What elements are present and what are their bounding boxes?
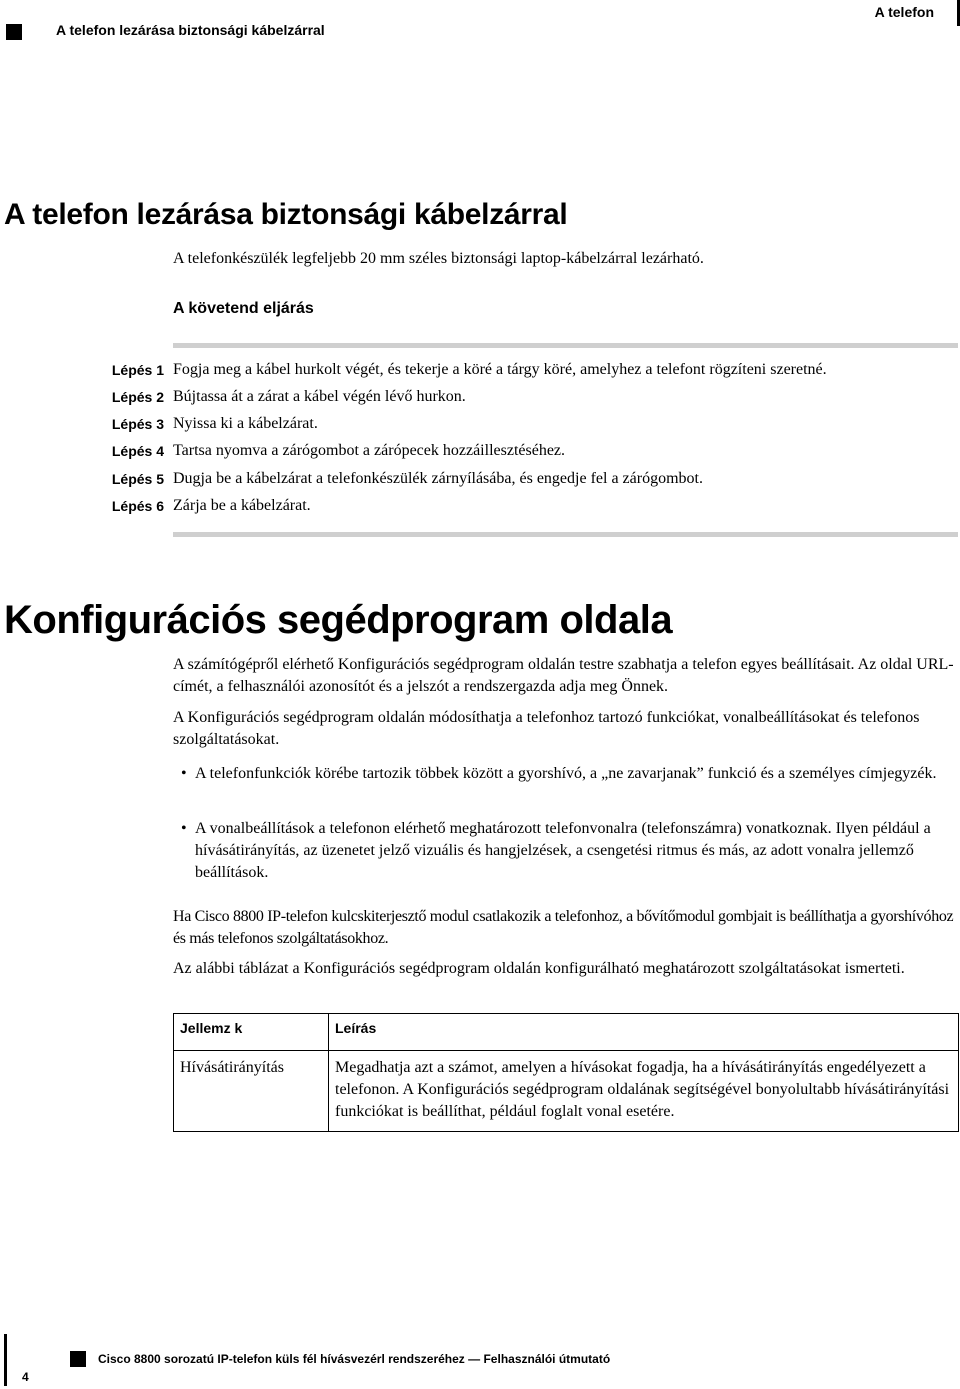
procedure-heading: A követend eljárás	[173, 300, 314, 317]
running-header-section: A telefon lezárása biztonsági kábelzárral	[56, 22, 325, 38]
step-label: Lépés 3	[111, 416, 164, 432]
step-label: Lépés 5	[111, 471, 164, 487]
header-marker	[6, 24, 22, 40]
step-label: Lépés 6	[111, 498, 164, 514]
footer-rule	[4, 1334, 7, 1386]
section-title-config-utility: Konfigurációs segédprogram oldala	[4, 598, 673, 642]
footer-marker	[70, 1351, 86, 1367]
section-intro: A telefonkészülék legfeljebb 20 mm széles biztonsági laptop-kábelzárral lezárható.	[173, 250, 704, 267]
bullet-dot-icon: •	[181, 820, 187, 837]
procedure-step	[0, 443, 960, 467]
step-text: Zárja be a kábelzárat.	[173, 497, 311, 514]
step-text: Bújtassa át a zárat a kábel végén lévő hurkon.	[173, 388, 466, 405]
step-text: Dugja be a kábelzárat a telefonkészülék zárnyílásába, és engedje fel a zárógombot.	[173, 470, 703, 487]
procedure-divider-top	[173, 343, 958, 348]
table-header-row	[174, 1014, 959, 1051]
paragraph: A számítógépről elérhető Konfigurációs segédprogram oldalán testre szabhatja a telefon egyes beállításait. Az oldal URL-címét, a felhasználói azonosítót és a jelszót a rendszergazda adja meg Önnek.	[173, 656, 954, 695]
procedure-step	[0, 498, 960, 522]
procedure-step	[0, 389, 960, 413]
step-label: Lépés 2	[111, 389, 164, 405]
bullet-item	[181, 818, 960, 884]
table-header-cell: Jellemz k	[174, 1014, 329, 1051]
paragraph: A Konfigurációs segédprogram oldalán módosíthatja a telefonhoz tartozó funkciókat, vonalbeállításokat és telefonos szolgáltatásokat.	[173, 709, 920, 748]
procedure-step	[0, 362, 960, 386]
bullet-item	[181, 763, 960, 785]
table-cell-feature: Hívásátirányítás	[174, 1051, 329, 1132]
page-number: 4	[22, 1370, 29, 1384]
section-title-cable-lock: A telefon lezárása biztonsági kábelzárral	[4, 198, 568, 231]
paragraph: Ha Cisco 8800 IP-telefon kulcskiterjesztő modul csatlakozik a telefonhoz, a bővítőmodul gombjait is beállíthatja a gyorshívóhoz és más telefonos szolgáltatásokhoz.	[173, 908, 954, 947]
bullet-text: A vonalbeállítások a telefonon elérhető meghatározott telefonvonalra (telefonszámra) vonatkoznak. Ilyen például a hívásátirányítás, az üzenetet jelző vizuális és hangjelzések, a csengetési ritmus és más, az adott vonalra jellemző beállítások.	[195, 820, 931, 881]
step-text: Tartsa nyomva a zárógombot a zárópecek hozzáillesztéséhez.	[173, 442, 566, 459]
running-header-chapter: A telefon	[874, 4, 934, 20]
paragraph: Az alábbi táblázat a Konfigurációs segédprogram oldalán konfigurálható meghatározott szolgáltatásokat ismerteti.	[173, 960, 905, 977]
footer-book-title: Cisco 8800 sorozatú IP-telefon küls fél hívásvezérl rendszeréhez — Felhasználói útmutató	[98, 1352, 611, 1366]
step-text: Fogja meg a kábel hurkolt végét, és tekerje a köré a tárgy köré, amelyhez a telefont rögzíteni szeretné.	[173, 361, 827, 378]
procedure-step	[0, 416, 960, 440]
bullet-dot-icon: •	[181, 765, 187, 782]
table-row	[174, 1051, 959, 1132]
services-table	[173, 1013, 959, 1132]
step-text: Nyissa ki a kábelzárat.	[173, 415, 318, 432]
step-label: Lépés 1	[111, 362, 164, 378]
table-header-cell: Leírás	[329, 1014, 959, 1051]
step-label: Lépés 4	[111, 443, 164, 459]
procedure-divider-bottom	[173, 532, 958, 537]
procedure-step	[0, 471, 960, 495]
bullet-text: A telefonfunkciók körébe tartozik többek között a gyorshívó, a „ne zavarjanak” funkció és a személyes címjegyzék.	[195, 765, 937, 782]
table-cell-description: Megadhatja azt a számot, amelyen a hívásokat fogadja, ha a hívásátirányítás engedélyezett a telefonon. A Konfigurációs segédprogram oldalának segítségével bonyolultabb hívásátirányítási funkciókat is beállíthat, például foglalt vonal esetére.	[329, 1051, 959, 1132]
